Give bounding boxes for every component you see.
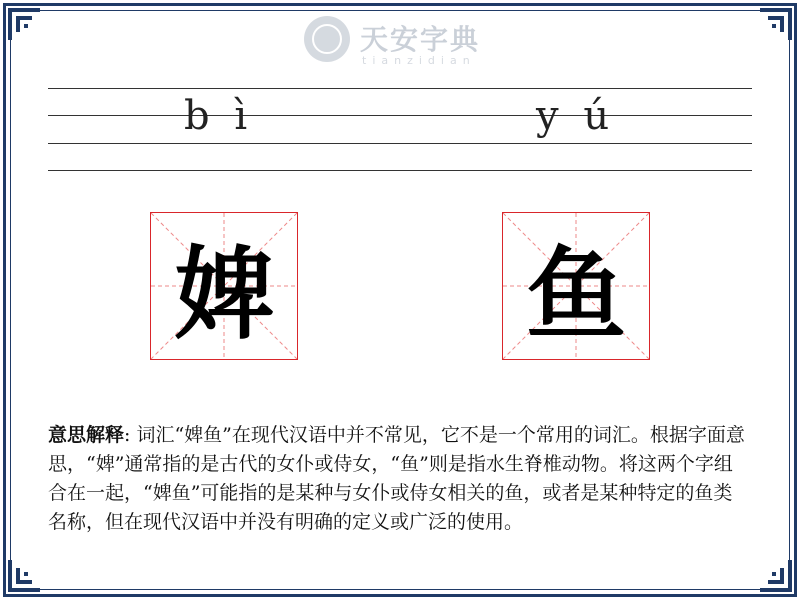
character-2: 鱼	[526, 236, 626, 353]
corner-ornament-icon	[758, 6, 794, 42]
pinyin-line	[48, 143, 752, 144]
pinyin-line	[48, 115, 752, 116]
corner-ornament-icon	[6, 558, 42, 594]
logo-emblem-icon	[304, 16, 350, 62]
corner-ornament-icon	[758, 558, 794, 594]
character-1: 婢	[174, 236, 274, 353]
pinyin-1: b ì	[184, 93, 254, 139]
watermark-logo	[300, 14, 500, 74]
definition-text: : 词汇“婢鱼”在现代汉语中并不常见，它不是一个常用的词汇。根据字面意思，“婢”通常指的是古代的女仆或侍女，“鱼”则是指水生脊椎动物。将这两个字组合在一起，“婢鱼”可能指的是某种与女仆或侍女相关的鱼，或者是某种特定的鱼类名称，但在现代汉语中并没有明确的定义或广泛的使用。	[48, 424, 745, 533]
pinyin-2: y ú	[536, 93, 616, 139]
pinyin-line	[48, 170, 752, 171]
logo-title: 天安字典	[360, 23, 481, 56]
character-box-2	[502, 212, 650, 360]
definition-paragraph	[48, 421, 748, 537]
pinyin-line	[48, 88, 752, 89]
logo-subtitle: tianzidian	[362, 54, 476, 67]
definition-label: 意思解释	[48, 424, 125, 446]
character-box-1	[150, 212, 298, 360]
corner-ornament-icon	[6, 6, 42, 42]
